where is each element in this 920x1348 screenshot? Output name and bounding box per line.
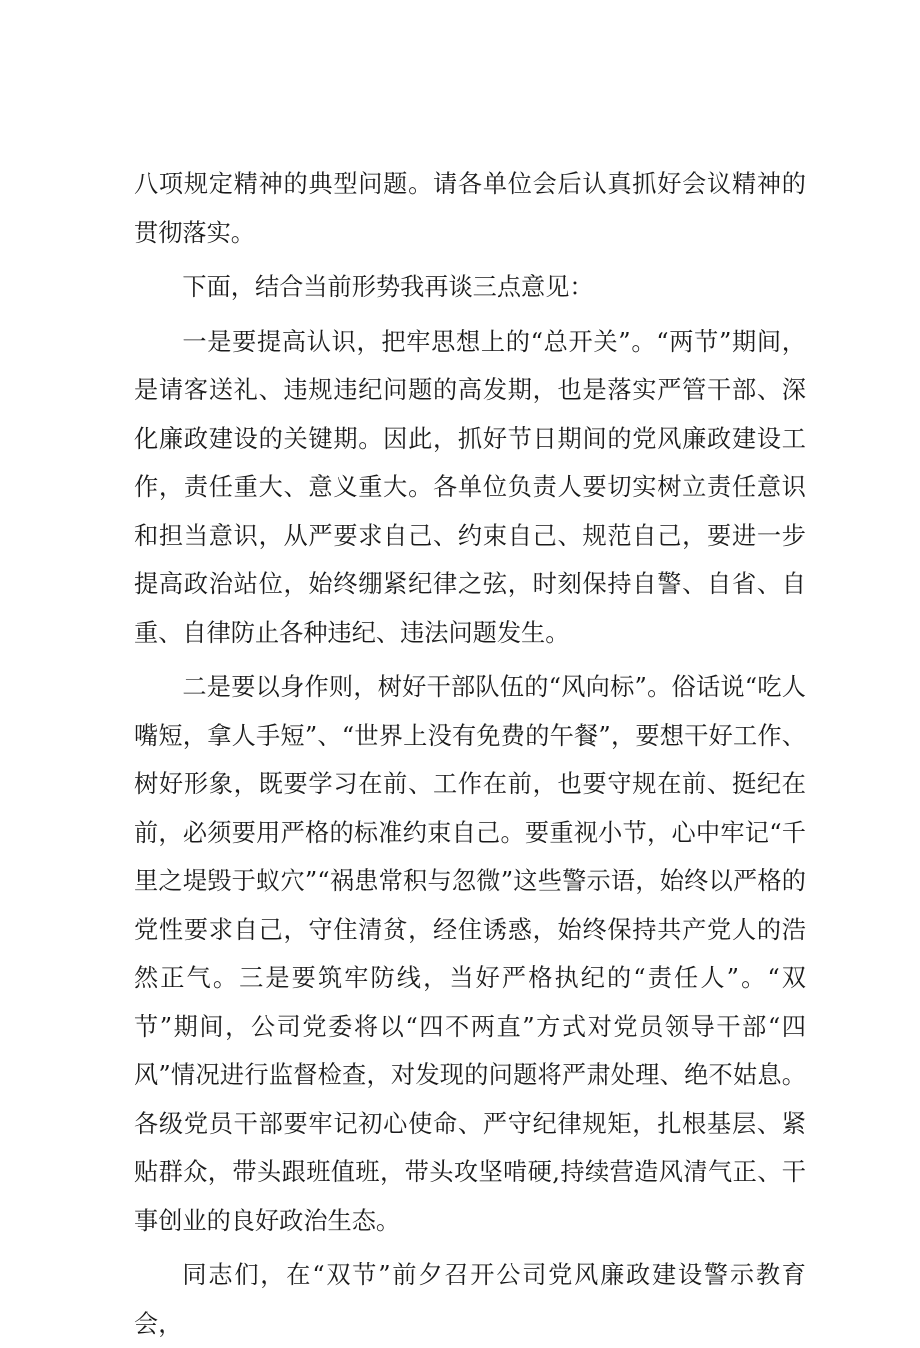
paragraph-closing: 同志们，在“双节”前夕召开公司党风廉政建设警示教育会， <box>134 1261 806 1338</box>
paragraph-intro: 下面，结合当前形势我再谈三点意见： <box>182 273 594 301</box>
document-body <box>134 160 806 1348</box>
paragraph-continuation: 八项规定精神的典型问题。请各单位会后认真抓好会议精神的贯彻落实。 <box>134 170 806 247</box>
paragraph-point-two-three: 二是要以身作则，树好干部队伍的“风向标”。俗话说“吃人嘴短，拿人手短”、“世界上没有免费的午餐”，要想干好工作、树好形象，既要学习在前、工作在前，也要守规在前、挺纪在前，必须要用严格的标准约束自己。要重视小节，心中牢记“千里之堤毁于蚁穴”“祸患常积与忽微”这些警示语，始终以严格的党性要求自己，守住清贫，经住诱惑，始终保持共产党人的浩然正气。三是要筑牢防线，当好严格执纪的“责任人”。“双节”期间，公司党委将以“四不两直”方式对党员领导干部“四风”情况进行监督检查，对发现的问题将严肃处理、绝不姑息。各级党员干部要牢记初心使命、严守纪律规矩，扎根基层、紧贴群众，带头跟班值班，带头攻坚啃硬,持续营造风清气正、干事创业的良好政治生态。 <box>134 673 806 1235</box>
paragraph-point-one: 一是要提高认识，把牢思想上的“总开关”。“两节”期间，是请客送礼、违规违纪问题的高发期，也是落实严管干部、深化廉政建设的关键期。因此，抓好节日期间的党风廉政建设工作，责任重大、意义重大。各单位负责人要切实树立责任意识和担当意识，从严要求自己、约束自己、规范自己，要进一步提高政治站位，始终绷紧纪律之弦，时刻保持自警、自省、自重、自律防止各种违纪、违法问题发生。 <box>134 327 806 647</box>
